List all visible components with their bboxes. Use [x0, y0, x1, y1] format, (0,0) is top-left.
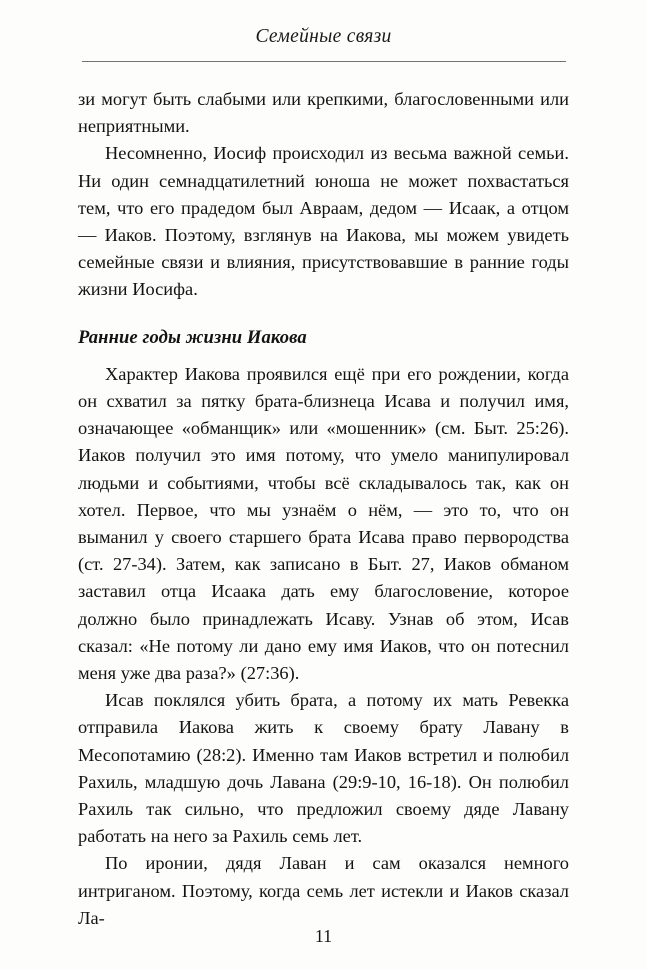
paragraph-esau-oath: Исав поклялся убить брата, а потому их мать Ревекка отправила Иакова жить к своему брату Лавану в Месопотамию (28:2). Именно там Иаков встретил и полюбил Рахиль, младшую дочь Лавана (29:9-10, 16-18). Он полюбил Рахиль так сильно, что предложил своему дяде Лавану работать на него за Рахиль семь лет. [78, 690, 569, 847]
paragraph-continued: зи могут быть слабыми или крепкими, благословенными или неприятными. [78, 89, 569, 137]
header-rule-divider [82, 61, 566, 62]
paragraph-laban-irony: По иронии, дядя Лаван и сам оказался немного интриганом. Поэтому, когда семь лет истекли и Иаков сказал Ла- [78, 853, 569, 928]
section-subheading: Ранние годы жизни Иакова [78, 326, 307, 348]
text-column [78, 86, 569, 932]
paragraph-joseph-family: Несомненно, Иосиф происходил из весьма важной семьи. Ни один семнадцатилетний юноша не может похвастаться тем, что его прадедом был Авраам, дедом — Исаак, а отцом — Иаков. Поэтому, взглянув на Иакова, мы можем увидеть семейные связи и влияния, присутствовавшие в ранние годы жизни Иосифа. [78, 143, 569, 300]
page-number: 11 [314, 926, 333, 946]
spacer-before-subheading [78, 304, 569, 324]
running-header: Семейные связи [255, 26, 392, 47]
paragraph-jacob-character: Характер Иакова проявился ещё при его рождении, когда он схватил за пятку брата-близнеца Исава и получил имя, означающее «обманщик» или «мошенник» (см. Быт. 25:26). Иаков получил это имя потому, что умело манипулировал людьми и событиями, чтобы всё складывалось так, как он хотел. Первое, что мы узнаём о нём, — это то, что он выманил у своего старшего брата Исава право первородства (ст. 27-34). Затем, как записано в Быт. 27, Иаков обманом заставил отца Исаака дать ему благословение, которое должно было принадлежать Исаву. Узнав об этом, Исав сказал: «Не потому ли дано ему имя Иаков, что он потеснил меня уже два раза?» (27:36). [78, 363, 569, 684]
spacer-after-subheading [78, 351, 569, 361]
